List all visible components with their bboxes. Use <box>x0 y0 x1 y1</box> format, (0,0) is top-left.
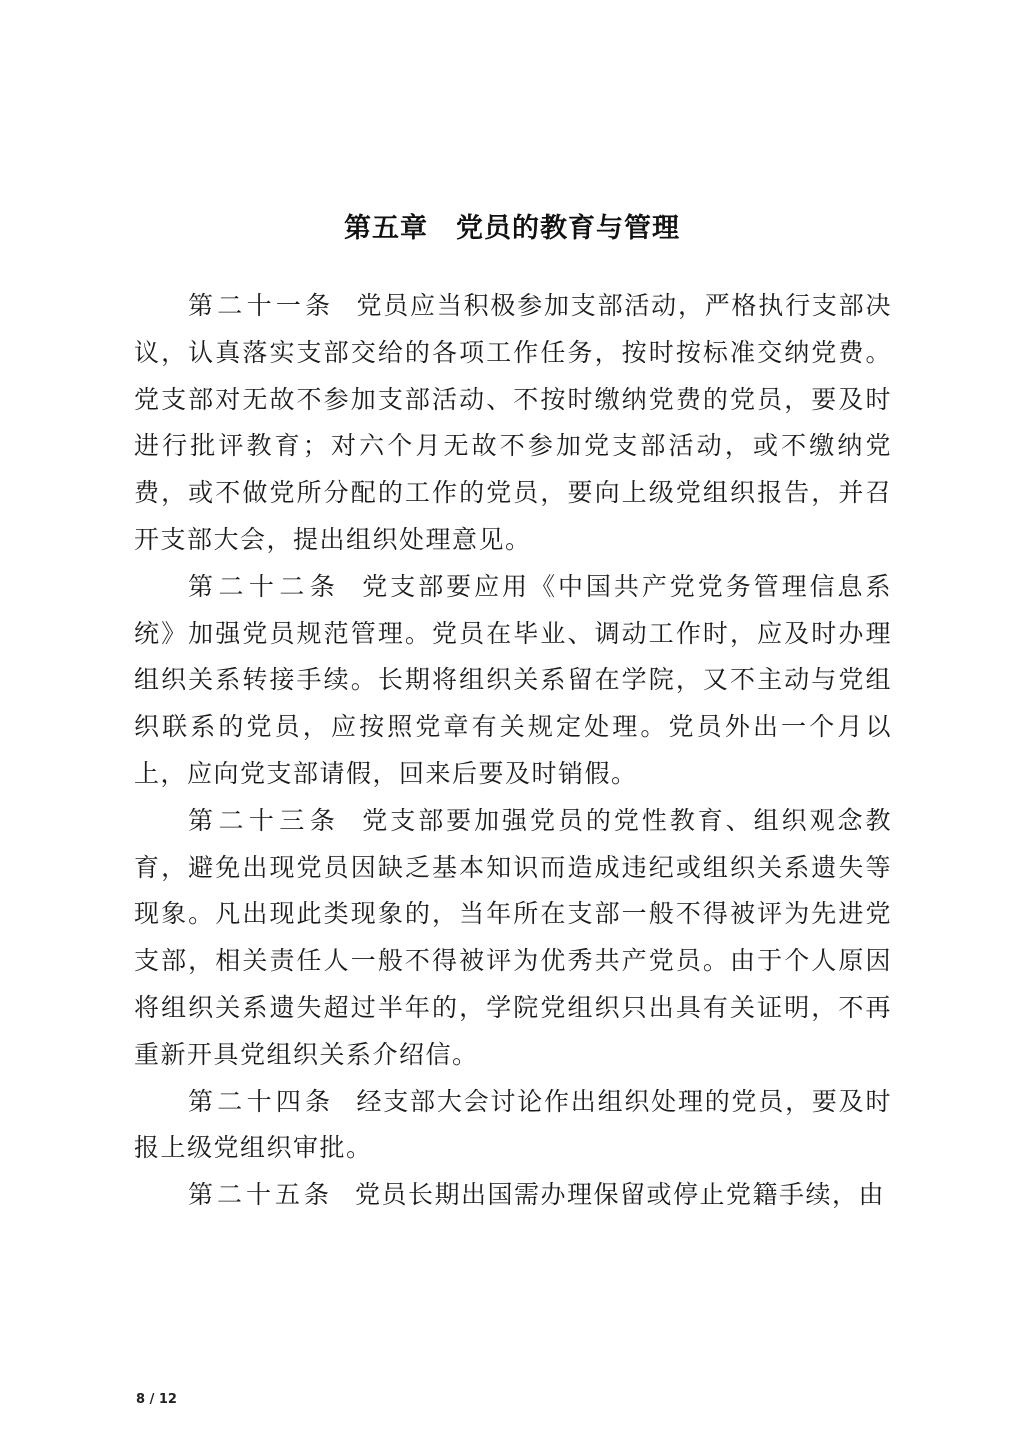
article-number: 第二十一条 <box>188 291 335 320</box>
article-24 <box>134 1079 892 1173</box>
article-21 <box>134 283 892 564</box>
page-number: 8 / 12 <box>136 1392 177 1407</box>
article-23 <box>134 798 892 1079</box>
chapter-title: 第五章 党员的教育与管理 <box>344 213 680 245</box>
document-body <box>134 283 892 1219</box>
article-text: 党支部要应用《中国共产党党务管理信息系统》加强党员规范管理。党员在毕业、调动工作时，应及时办理组织关系转接手续。长期将组织关系留在学院，又不主动与党组织联系的党员，应按照党章有关规定处理。党员外出一个月以上，应向党支部请假，回来后要及时销假。 <box>134 571 892 788</box>
article-number: 第二十五条 <box>188 1180 334 1210</box>
article-25 <box>134 1172 892 1219</box>
article-22 <box>134 564 892 798</box>
article-number: 第二十四条 <box>188 1086 335 1116</box>
article-text: 党员长期出国需办理保留或停止党籍手续，由 <box>355 1180 886 1210</box>
article-text: 经支部大会讨论作出组织处理的党员，要及时报上级党组织审批。 <box>134 1086 892 1163</box>
article-text: 党员应当积极参加支部活动，严格执行支部决议，认真落实支部交给的各项工作任务，按时按标准交纳党费。党支部对无故不参加支部活动、不按时缴纳党费的党员，要及时进行批评教育；对六个月无故不参加党支部活动，或不缴纳党费，或不做党所分配的工作的党员，要向上级党组织报告，并召开支部大会，提出组织处理意见。 <box>134 291 892 554</box>
article-number: 第二十二条 <box>188 571 341 601</box>
article-number: 第二十三条 <box>188 805 341 835</box>
article-text: 党支部要加强党员的党性教育、组织观念教育，避免出现党员因缺乏基本知识而造成违纪或组织关系遗失等现象。凡出现此类现象的，当年所在支部一般不得被评为先进党支部，相关责任人一般不得被评为优秀共产党员。由于个人原因将组织关系遗失超过半年的，学院党组织只出具有关证明，不再重新开具党组织关系介绍信。 <box>134 805 892 1069</box>
